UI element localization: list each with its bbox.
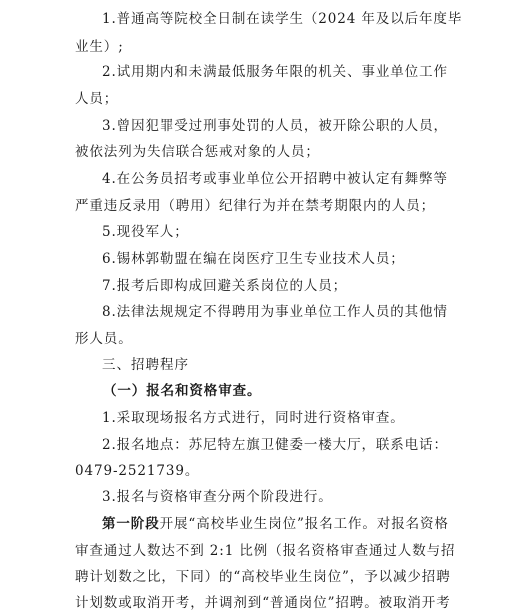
item-3-line-2: 被依法列为失信联合惩戒对象的人员；	[75, 144, 320, 160]
phase-line-2: 审查通过人数达不到 2:1 比例（报名资格审查通过人数与招	[75, 543, 456, 559]
item-1-line-2: 业生）;	[75, 39, 124, 55]
phase-line-1-text: 开展“高校毕业生岗位”报名工作。对报名资格	[159, 516, 449, 532]
item-2-line-1: 2.试用期内和未满最低服务年限的机关、事业单位工作	[102, 64, 448, 80]
step-3: 3.报名与资格审查分两个阶段进行。	[102, 489, 333, 505]
item-1-line-1: 1.普通高等院校全日制在读学生（2024 年及以后年度毕	[102, 11, 463, 27]
step-2-phone: 0479-2521739。	[75, 463, 200, 479]
item-4-line-1: 4.在公务员招考或事业单位公开招聘中被认定有舞弊等	[102, 171, 448, 187]
item-2-line-2: 人员；	[75, 91, 119, 107]
subsection-heading: （一）报名和资格审查。	[103, 383, 262, 399]
item-6: 6.锡林郭勒盟在编在岗医疗卫生专业技术人员；	[102, 251, 405, 267]
step-2-line-1: 2.报名地点：苏尼特左旗卫健委一楼大厅，联系电话：	[102, 437, 448, 453]
section-heading: 三、招聘程序	[102, 357, 189, 373]
item-5: 5.现役军人；	[102, 224, 189, 240]
phase-line-1	[102, 514, 449, 534]
item-7: 7.报考后即构成回避关系岗位的人员；	[102, 278, 348, 294]
phase-line-3: 聘计划数之比，下同）的“高校毕业生岗位”，予以减少招聘	[75, 569, 451, 585]
step-1: 1.采取现场报名方式进行，同时进行资格审查。	[102, 410, 405, 426]
phase-label: 第一阶段	[102, 516, 160, 532]
item-4-line-2: 严重违反录用（聘用）纪律行为并在禁考期限内的人员；	[75, 198, 435, 214]
item-3-line-1: 3.曾因犯罪受过刑事处罚的人员，被开除公职的人员，	[102, 118, 448, 134]
item-8-line-2: 形人员。	[75, 331, 133, 347]
item-8-line-1: 8.法律法规规定不得聘用为事业单位工作人员的其他情	[102, 304, 448, 320]
phase-line-4: 计划数或取消开考，并调剂到“普通岗位”招聘。被取消开考	[75, 595, 451, 611]
